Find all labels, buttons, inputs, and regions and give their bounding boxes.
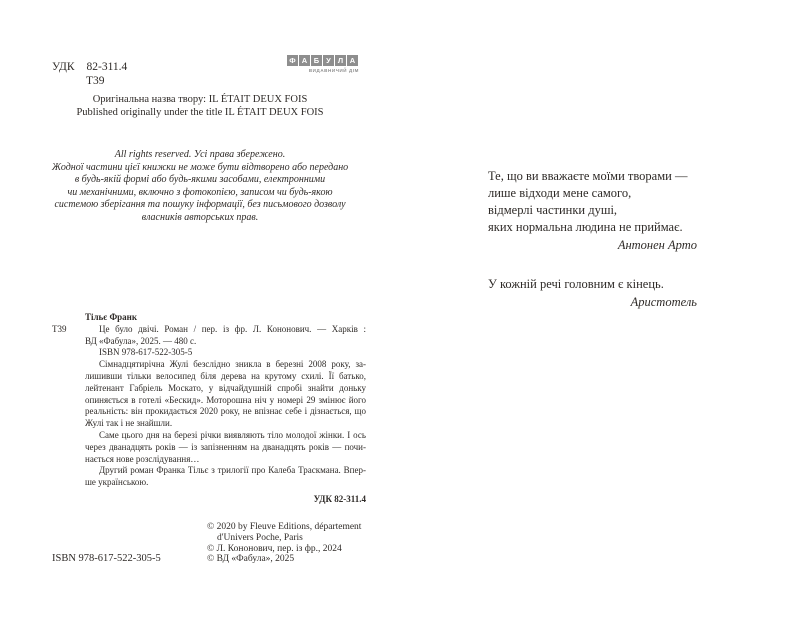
epigraph-line: відмерлі частинки душі, [488, 203, 618, 217]
rights-line: в будь-якій формі або будь-якими засобами, електронними [74, 174, 326, 186]
publisher-logo [287, 55, 359, 73]
annotation-line: Жулі так і не знайшли. [85, 418, 173, 429]
udk-footer: УДК 82-311.4 [313, 493, 366, 504]
logo-letter-icon: Б [311, 55, 322, 66]
publisher-logo-tagline: ВИДАВНИЧИЙ ДІМ [308, 68, 359, 73]
annotation-line: Сімнадцятирічна Жулі безслідно зникла в березні 2008 року, за- [99, 359, 366, 370]
udk-row [52, 60, 127, 74]
author-mark-code: Т39 [86, 75, 105, 87]
catalog-isbn: ISBN 978-617-522-305-5 [99, 347, 193, 358]
udk-block [52, 60, 127, 88]
rights-line: системою зберігання та пошуку інформації, без письмового дозволу [54, 199, 346, 211]
annotation-line: ше українською. [85, 477, 149, 488]
udk-label: УДК [52, 61, 75, 73]
epigraph-line: лише відходи мене самого, [488, 186, 632, 200]
epigraph-attribution: Аристотель [630, 295, 697, 309]
logo-letter-icon: Л [335, 55, 346, 66]
original-title-block [0, 94, 400, 119]
annotation-line: реальність: він прокидається 2020 року, не впізнає себе і дізнається, що [85, 406, 366, 417]
rights-line: Жодної частини цієї книжки не може бути відтворено або передано [51, 161, 349, 173]
catalog-entry-line: Це було двічі. Роман / пер. із фр. Л. Кононович. — Харків : [99, 323, 366, 334]
udk-value: 82-311.4 [86, 61, 128, 73]
rights-line: чи механічними, включно з фотокопією, записом чи будь-якою [67, 186, 333, 198]
copyright-line: © ВД «Фабула», 2025 [207, 554, 295, 565]
original-title-uk: Оригінальна назва твору: IL ÉTAIT DEUX FOIS [92, 94, 308, 105]
annotation-line: опиняється в готелі «Бескид». Моторошна ніч у номері 29 змінює його [85, 394, 366, 405]
epigraph-arto [488, 168, 700, 254]
logo-letter-icon: У [323, 55, 334, 66]
catalog-card [52, 312, 366, 506]
annotation-line: лишивши тільки велосипед біля дерева на крутому схилі. Її батько, [85, 370, 366, 381]
original-title-en: Published originally under the title IL ÉTAIT DEUX FOIS [76, 106, 324, 118]
epigraph-line: У кожній речі головним є кінець. [488, 277, 664, 291]
epigraph-aristotle [488, 276, 700, 311]
catalog-author: Тільє Франк [85, 312, 138, 322]
annotation-line: нається нове розслідування… [85, 453, 200, 464]
logo-letter-icon: Ф [287, 55, 298, 66]
epigraph-line: Те, що ви вважаєте моїми творами — [488, 169, 688, 183]
annotation-line: через дванадцять років — із запізненням на дванадцять років — почи- [85, 441, 366, 452]
epigraph-line: яких нормальна людина не приймає. [488, 220, 683, 234]
copyright-line: © Л. Кононович, пер. із фр., 2024 [207, 543, 342, 554]
epigraph-page [400, 0, 800, 624]
publisher-logo-letters [287, 55, 359, 66]
rights-notice [0, 149, 400, 225]
rights-line: власників авторських прав. [141, 211, 259, 223]
catalog-entry [52, 323, 366, 348]
isbn-bottom: ISBN 978-617-522-305-5 [52, 553, 161, 564]
copyright-block [207, 522, 361, 565]
copyright-line: d'Univers Poche, Paris [217, 532, 303, 543]
rights-line: All rights reserved. Усі права збережено. [114, 149, 286, 160]
catalog-entry-line: ВД «Фабула», 2025. — 480 с. [85, 335, 197, 346]
annotation-line: Саме цього дня на березі річки виявляють тіло молодої жінки. І ось [99, 429, 366, 440]
logo-letter-icon: А [347, 55, 358, 66]
catalog-index: Т39 [52, 323, 67, 334]
annotation-line: Другий роман Франка Тільє з трилогії про Калеба Траскмана. Впер- [99, 465, 366, 476]
annotation-line: лейтенант Габріель Москато, у відчайдушній спробі знайти доньку [85, 382, 366, 393]
epigraph-attribution: Антонен Арто [617, 238, 697, 252]
copyright-line: © 2020 by Fleuve Editions, département [207, 522, 362, 532]
annotation [85, 359, 366, 489]
logo-letter-icon: А [299, 55, 310, 66]
